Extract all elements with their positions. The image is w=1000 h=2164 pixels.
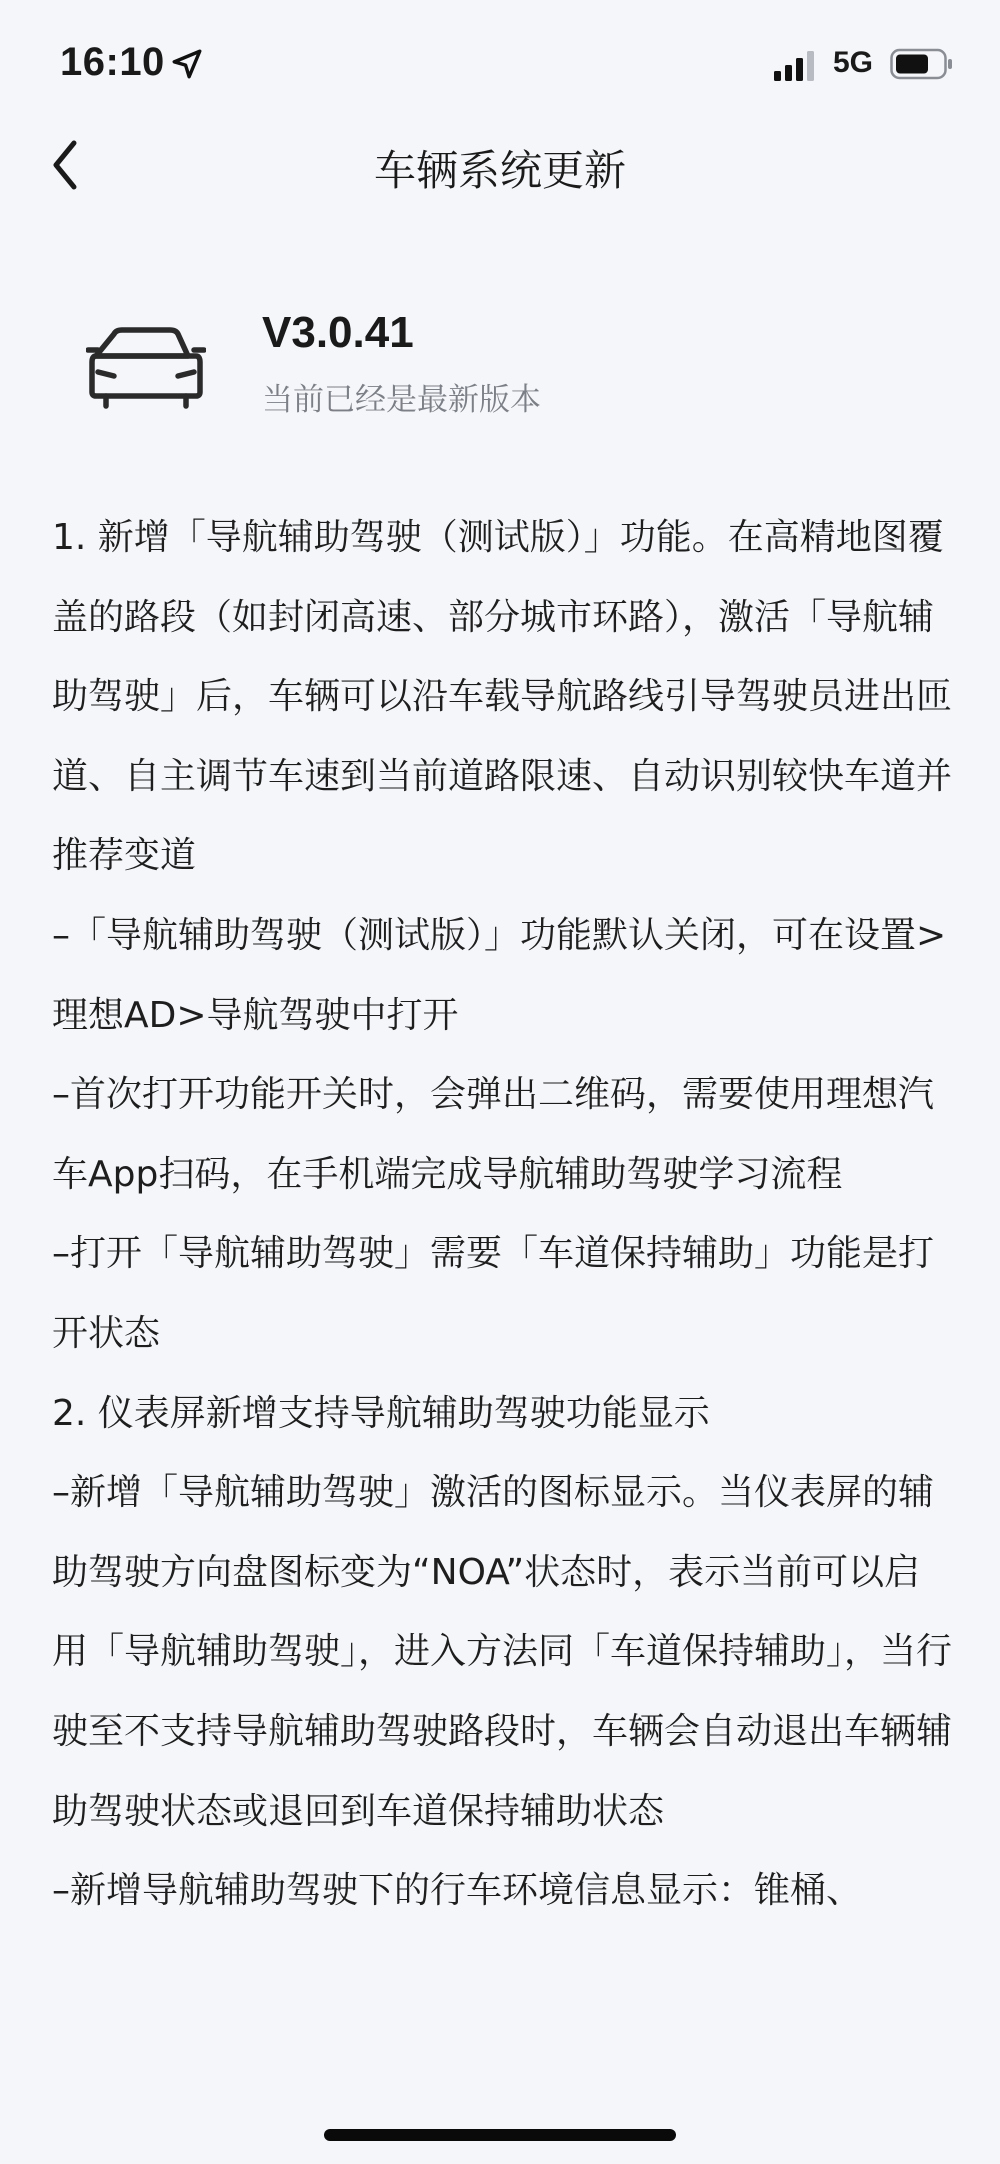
- version-info: [0, 290, 1000, 440]
- network-type-label: 5G: [833, 46, 874, 79]
- status-bar: [0, 0, 1000, 120]
- release-notes: [52, 498, 952, 1931]
- page-title: 车辆系统更新: [373, 146, 626, 195]
- version-number: V3.0.41: [262, 308, 414, 357]
- release-note-item: –新增「导航辅助驾驶」激活的图标显示。当仪表屏的辅助驾驶方向盘图标变为“NOA”状态时，表示当前可以启用「导航辅助驾驶」，进入方法同「车道保持辅助」，当行驶至不支持导航辅助驾驶路段时，车辆会自动退出车辆辅助驾驶状态或退回到车道保持辅助状态: [52, 1472, 953, 1832]
- release-note-item: –「导航辅助驾驶（测试版）」功能默认关闭，可在设置>理想AD>导航驾驶中打开: [52, 914, 947, 1036]
- release-note-item: –打开「导航辅助驾驶」需要「车道保持辅助」功能是打开状态: [52, 1233, 935, 1354]
- home-indicator[interactable]: [324, 2129, 676, 2141]
- navigation-bar: [0, 120, 1000, 210]
- battery-icon: [890, 48, 954, 80]
- release-note-item: 1. 新增「导航辅助驾驶（测试版）」功能。在高精地图覆盖的路段（如封闭高速、部分城市环路），激活「导航辅助驾驶」后，车辆可以沿车载导航路线引导驾驶员进出匝道、自主调节车速到当前道路限速、自动识别较快车道并推荐变道: [52, 517, 953, 877]
- signal-bars-icon: [774, 51, 818, 81]
- release-note-item: 2. 仪表屏新增支持导航辅助驾驶功能显示: [52, 1392, 710, 1434]
- release-note-item: –首次打开功能开关时，会弹出二维码，需要使用理想汽车App扫码，在手机端完成导航辅助驾驶学习流程: [52, 1074, 935, 1195]
- location-arrow-icon: [170, 47, 204, 81]
- car-icon: [86, 320, 206, 410]
- version-status-text: 当前已经是最新版本: [262, 382, 541, 418]
- status-time: 16:10: [60, 40, 165, 84]
- release-note-item: –新增导航辅助驾驶下的行车环境信息显示：锥桶、: [52, 1870, 863, 1912]
